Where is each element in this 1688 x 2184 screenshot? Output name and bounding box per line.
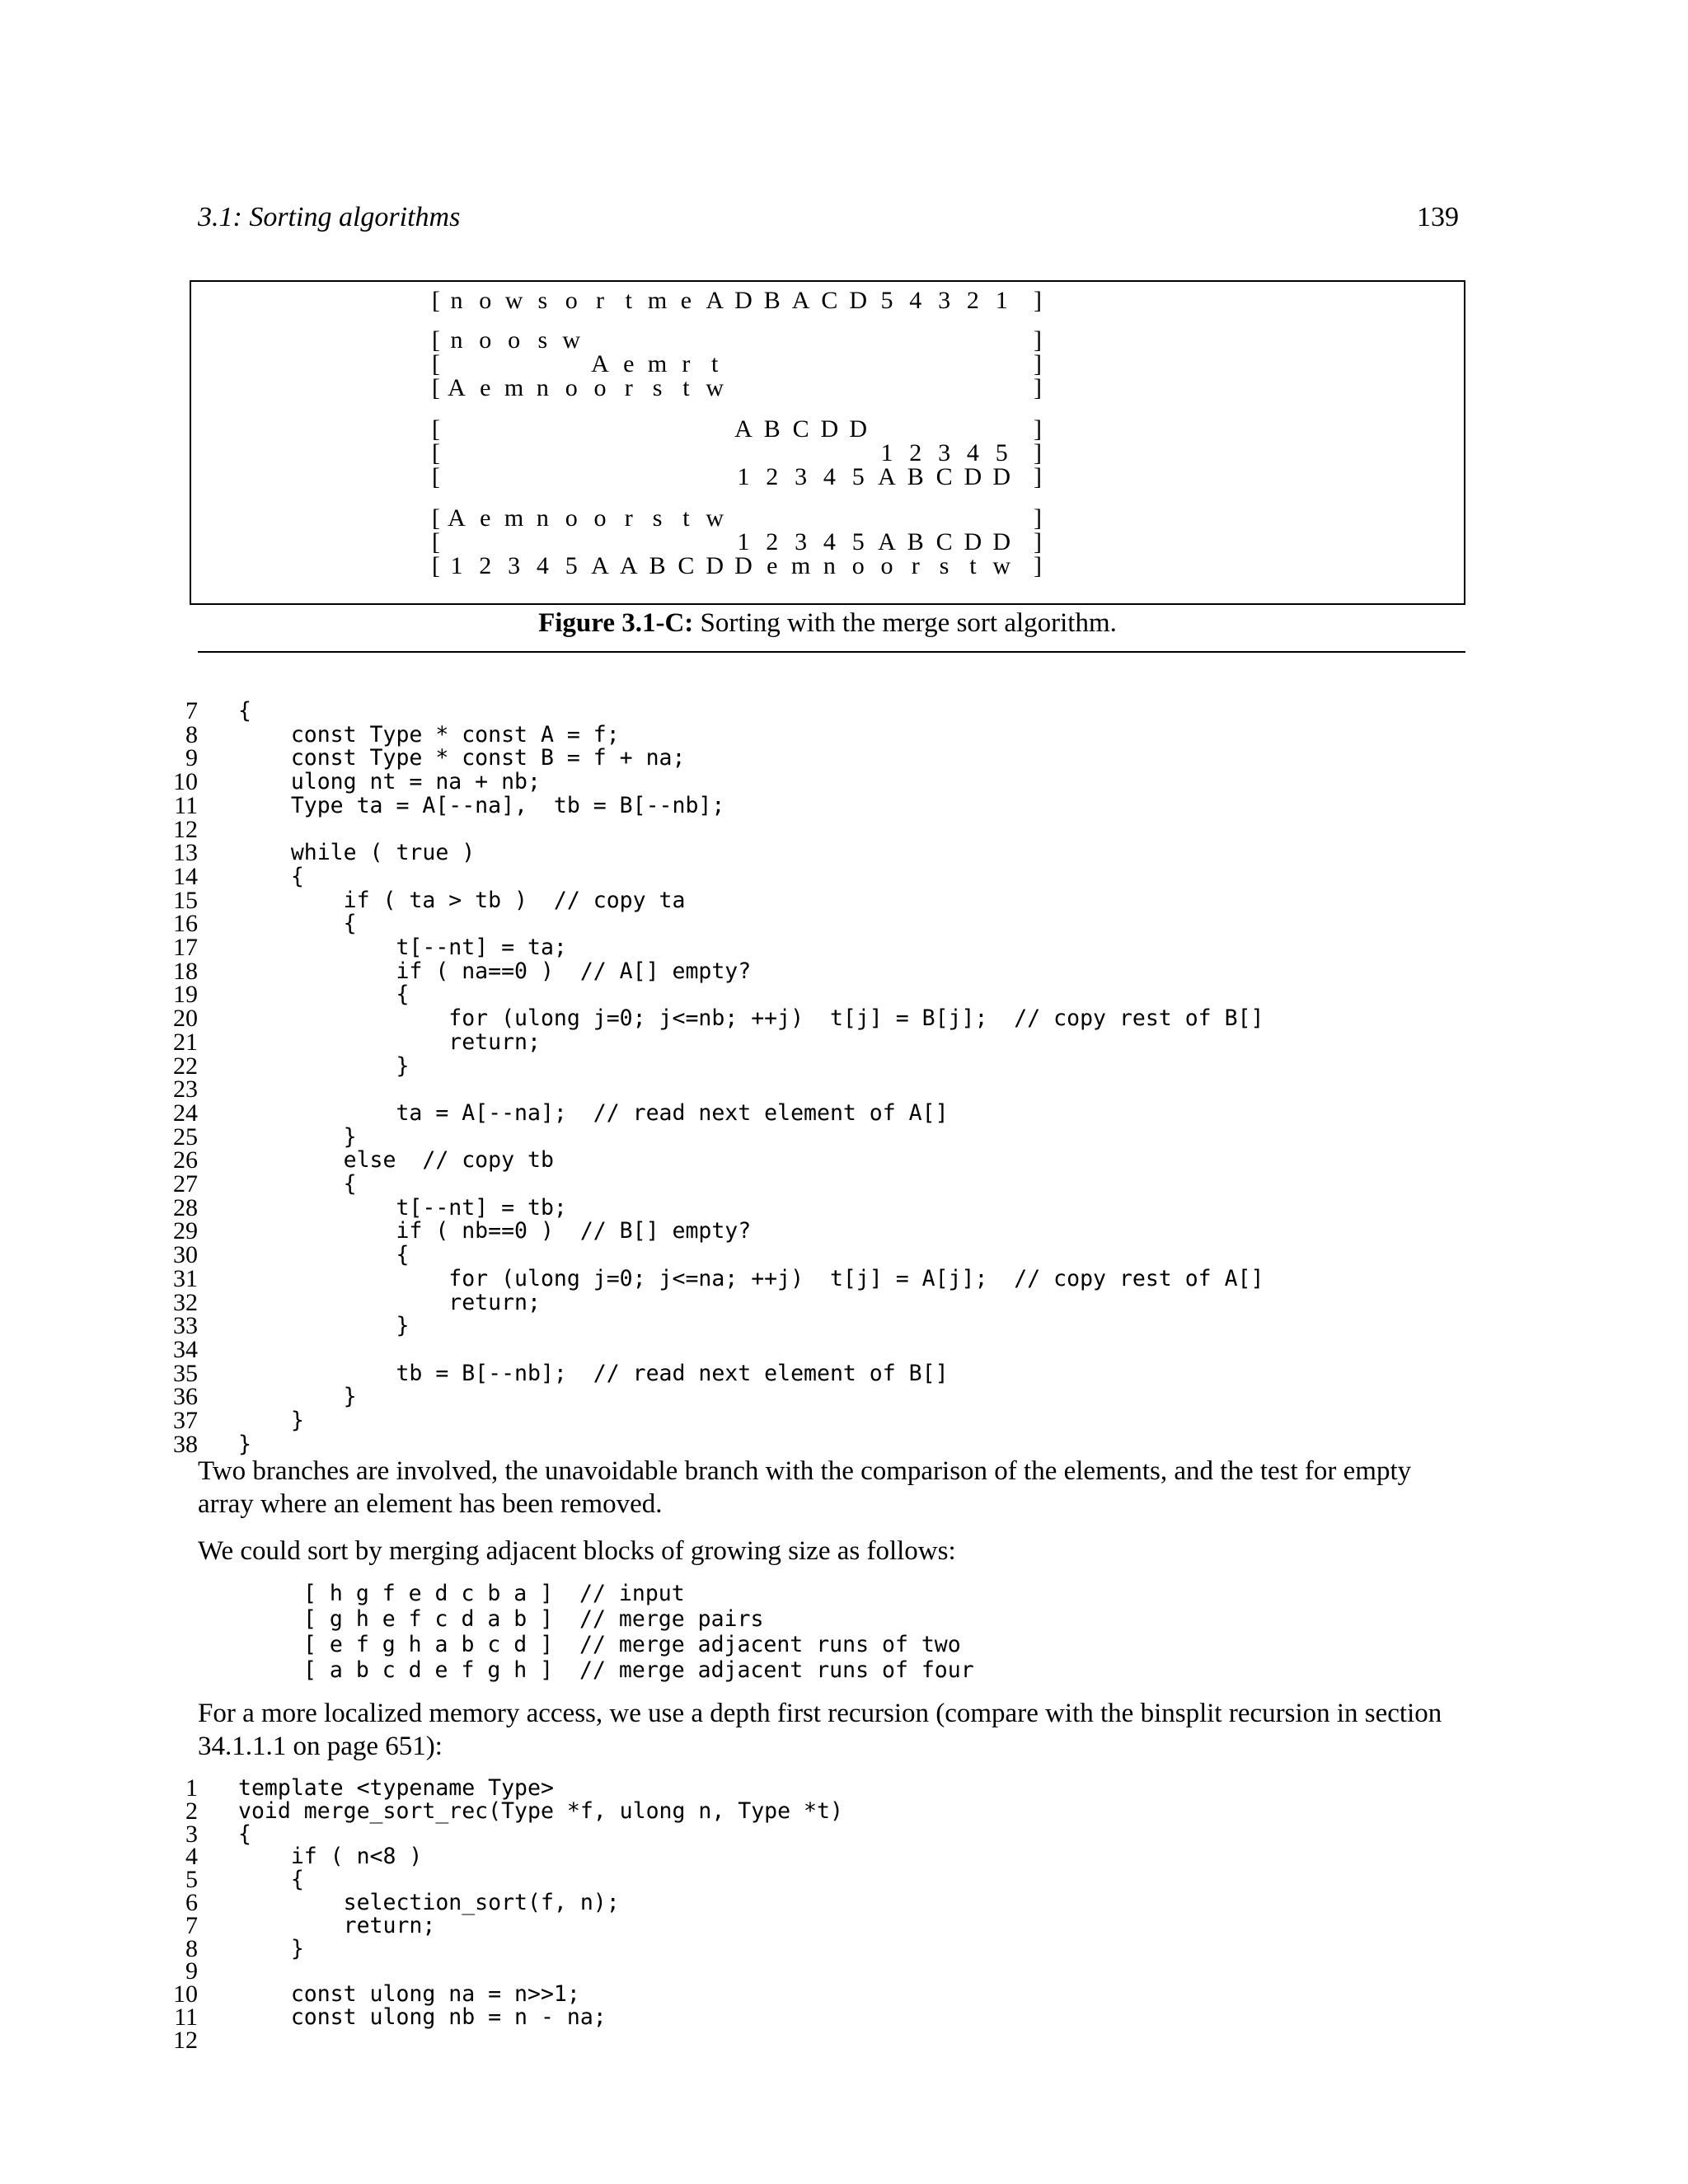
code-text: if ( ta > tb ) // copy ta (238, 887, 686, 913)
merge-element: w (706, 374, 724, 401)
bracket-right: ] (1034, 552, 1042, 579)
code-line (0, 791, 1688, 819)
code-line (0, 1891, 1688, 1915)
merge-element: A (791, 287, 810, 314)
line-number: 30 (173, 1241, 198, 1269)
code-text: { (238, 911, 357, 937)
code-text: ulong nt = na + nb; (238, 769, 541, 795)
line-number: 24 (173, 1099, 198, 1127)
merge-element: 3 (795, 463, 808, 490)
code-text: { (238, 982, 410, 1008)
code-text: while ( true ) (238, 840, 476, 866)
code-text: for (ulong j=0; j<=na; ++j) t[j] = A[j]; // copy rest of A[] (238, 1265, 1264, 1291)
merge-element: n (536, 504, 549, 532)
code-text: } (238, 1384, 357, 1410)
figure-divider-rule (198, 651, 1465, 653)
merge-element: D (734, 552, 753, 579)
code-line (0, 1077, 1688, 1102)
merge-element: t (969, 552, 977, 579)
merge-element: r (682, 350, 691, 377)
code-text: { (238, 863, 304, 889)
merge-element: o (880, 552, 893, 579)
code-text: tb = B[--nb]; // read next element of B[] (238, 1360, 949, 1386)
bracket-left: [ (432, 439, 440, 466)
code-line (0, 746, 1688, 771)
code-line (0, 1193, 1688, 1221)
code-line (0, 1288, 1688, 1316)
line-number: 8 (185, 1934, 198, 1962)
merge-element: 4 (536, 552, 549, 579)
line-number: 29 (173, 1217, 198, 1245)
merge-element: 1 (995, 287, 1008, 314)
merge-element: 5 (995, 439, 1008, 466)
code-text: } (238, 1052, 410, 1079)
running-header-title: 3.1: Sorting algorithms (198, 202, 461, 232)
merge-element: w (504, 287, 523, 314)
merge-element: D (820, 415, 839, 443)
merge-element: t (682, 504, 690, 532)
line-number: 38 (173, 1430, 198, 1458)
code-line (0, 1799, 1688, 1824)
merge-element: D (706, 552, 724, 579)
code-line (0, 1172, 1688, 1197)
line-number: 37 (173, 1407, 198, 1434)
merge-element: 3 (938, 287, 951, 314)
code-text: const Type * const A = f; (238, 721, 620, 748)
line-number: 23 (173, 1076, 198, 1104)
code-line (0, 888, 1688, 913)
merge-element: s (652, 374, 663, 401)
code-line (0, 1006, 1688, 1031)
code-text: if ( nb==0 ) // B[] empty? (238, 1218, 752, 1244)
merge-element: D (964, 528, 982, 555)
code-line (0, 1822, 1688, 1847)
merge-element: A (591, 552, 609, 579)
line-number: 7 (185, 697, 198, 724)
merge-element: e (480, 504, 491, 532)
line-number: 18 (173, 957, 198, 985)
example-line: [ h g f e d c b a ] // input (303, 1581, 685, 1606)
merge-element: A (619, 552, 638, 579)
merge-element: m (504, 504, 524, 532)
code-line (0, 1911, 1688, 1939)
line-number: 17 (173, 934, 198, 961)
merge-element: B (763, 415, 781, 443)
code-text: { (238, 1242, 410, 1268)
bracket-right: ] (1034, 374, 1042, 401)
code-text: if ( na==0 ) // A[] empty? (238, 958, 752, 984)
line-number: 2 (185, 1797, 198, 1825)
line-number: 33 (173, 1312, 198, 1340)
merge-element: r (624, 504, 633, 532)
merge-element: n (823, 552, 836, 579)
merge-element: D (992, 528, 1011, 555)
bracket-left: [ (432, 374, 440, 401)
line-number: 1 (185, 1774, 198, 1802)
line-number: 5 (185, 1866, 198, 1894)
merge-element: 5 (851, 528, 865, 555)
merge-element: r (911, 552, 920, 579)
merge-element: A (706, 287, 724, 314)
code-text: } (238, 1408, 304, 1433)
line-number: 9 (185, 1957, 198, 1985)
code-line (0, 935, 1688, 960)
line-number: 10 (173, 768, 198, 796)
paragraph-branches: Two branches are involved, the unavoidable branch with the comparison of the elements, and the test for empty array where an element has been removed. (198, 1456, 1412, 1519)
line-number: 19 (173, 981, 198, 1009)
merge-element: 4 (966, 439, 979, 466)
code-line (0, 959, 1688, 984)
bracket-left: [ (432, 528, 440, 555)
merge-element: o (479, 287, 492, 314)
merge-element: 3 (938, 439, 951, 466)
merge-element: n (450, 287, 463, 314)
code-text: const ulong na = n>>1; (238, 1981, 580, 2008)
line-number: 4 (185, 1843, 198, 1871)
line-number: 12 (173, 815, 198, 843)
bracket-right: ] (1034, 350, 1042, 377)
line-number: 21 (173, 1028, 198, 1056)
merge-element: o (565, 374, 578, 401)
merge-element: o (508, 326, 521, 354)
merge-element: D (964, 463, 982, 490)
merge-element: w (562, 326, 581, 354)
code-text: } (238, 1123, 357, 1150)
merge-element: o (851, 552, 865, 579)
merge-element: 2 (909, 439, 922, 466)
merge-element: 1 (880, 439, 893, 466)
example-line: [ a b c d e f g h ] // merge adjacent runs of four (303, 1657, 974, 1683)
code-line (0, 1868, 1688, 1892)
merge-element: C (678, 552, 695, 579)
code-text: if ( n<8 ) (238, 1844, 423, 1870)
merge-element: m (790, 552, 811, 579)
line-number: 11 (174, 791, 198, 819)
bracket-right: ] (1034, 326, 1042, 354)
merge-element: 1 (737, 528, 750, 555)
merge-element: 3 (795, 528, 808, 555)
merge-sort-trace (191, 282, 1464, 603)
merge-element: n (536, 374, 549, 401)
code-text: template <typename Type> (238, 1775, 554, 1801)
code-text: t[--nt] = ta; (238, 935, 567, 960)
code-line (0, 770, 1688, 794)
code-text: else // copy tb (238, 1147, 554, 1174)
code-text: void merge_sort_rec(Type *f, ulong n, Type *t) (238, 1797, 843, 1824)
code-line (0, 1361, 1688, 1386)
code-text: selection_sort(f, n); (238, 1890, 620, 1915)
merge-element: n (450, 326, 463, 354)
code-text: } (238, 1431, 251, 1457)
merge-element: C (821, 287, 838, 314)
code-line (0, 1335, 1688, 1363)
line-number: 13 (173, 839, 198, 867)
code-line (0, 1776, 1688, 1801)
code-line (0, 1030, 1688, 1055)
merge-element: C (792, 415, 809, 443)
line-number: 25 (173, 1122, 198, 1151)
merge-element: D (734, 287, 753, 314)
merge-element: 1 (450, 552, 463, 579)
merge-element: 1 (737, 463, 750, 490)
merge-element: e (480, 374, 491, 401)
merge-element: t (711, 350, 719, 377)
code-text: t[--nt] = tb; (238, 1194, 567, 1221)
line-number: 26 (173, 1146, 198, 1174)
merge-element: t (682, 374, 690, 401)
merge-element: D (849, 415, 868, 443)
paragraph-adjacent-blocks: We could sort by merging adjacent blocks of growing size as follows: (198, 1536, 956, 1566)
line-number: 3 (185, 1820, 198, 1848)
merge-element: s (537, 287, 548, 314)
bracket-right: ] (1034, 287, 1042, 314)
code-text: } (238, 1313, 410, 1339)
line-number: 15 (173, 886, 198, 914)
line-number: 11 (174, 2004, 198, 2031)
code-line (0, 1408, 1688, 1433)
code-line (0, 862, 1688, 890)
merge-element: e (680, 287, 692, 314)
line-number: 12 (173, 2026, 198, 2054)
line-number: 22 (173, 1052, 198, 1080)
merge-element: A (734, 415, 753, 443)
code-line (0, 1982, 1688, 2007)
code-line (0, 1054, 1688, 1079)
code-line (0, 1385, 1688, 1409)
code-text: const ulong nb = n - na; (238, 2004, 607, 2030)
merge-element: 4 (823, 528, 836, 555)
merge-element: B (649, 552, 666, 579)
code-text: { (238, 698, 251, 724)
merge-element: 2 (479, 552, 492, 579)
line-number: 16 (173, 910, 198, 938)
code-line (0, 1101, 1688, 1126)
merge-element: 4 (823, 463, 836, 490)
merge-element: o (593, 504, 607, 532)
merge-element: s (537, 326, 548, 354)
bracket-left: [ (432, 287, 440, 314)
merge-element: A (878, 463, 896, 490)
line-number: 10 (173, 1980, 198, 2008)
merge-element: 2 (766, 528, 779, 555)
merge-element: s (939, 552, 950, 579)
code-text: ta = A[--na]; // read next element of A[] (238, 1099, 949, 1126)
merge-element: w (992, 552, 1011, 579)
bracket-right: ] (1034, 415, 1042, 443)
figure-merge-sort-box (190, 280, 1465, 605)
example-line: [ e f g h a b c d ] // merge adjacent runs of two (303, 1632, 961, 1657)
bracket-left: [ (432, 463, 440, 490)
bracket-right: ] (1034, 439, 1042, 466)
figure-caption (190, 608, 1465, 639)
merge-element: 2 (966, 287, 979, 314)
code-line (0, 1959, 1688, 1984)
code-line (0, 1243, 1688, 1268)
merge-element: o (593, 374, 607, 401)
line-number: 6 (185, 1889, 198, 1916)
merge-element: A (448, 374, 466, 401)
merge-element: s (652, 504, 663, 532)
merge-element: m (647, 287, 668, 314)
code-line (0, 1432, 1688, 1457)
code-line (0, 815, 1688, 843)
line-number: 36 (173, 1383, 198, 1411)
figure-caption-label: Figure 3.1-C: (538, 608, 694, 638)
merge-element: A (591, 350, 609, 377)
bracket-left: [ (432, 326, 440, 354)
code-line (0, 1934, 1688, 1962)
code-line (0, 982, 1688, 1007)
bracket-right: ] (1034, 504, 1042, 532)
example-line: [ g h e f c d a b ] // merge pairs (303, 1606, 764, 1632)
line-number: 34 (173, 1335, 198, 1363)
code-text: { (238, 1821, 251, 1847)
code-text: Type ta = A[--na], tb = B[--nb]; (238, 792, 725, 818)
merge-element: w (706, 504, 724, 532)
code-line (0, 841, 1688, 865)
code-text: return; (238, 1912, 436, 1938)
merge-element: 5 (880, 287, 893, 314)
line-number: 28 (173, 1193, 198, 1221)
line-number: 7 (185, 1911, 198, 1939)
bracket-right: ] (1034, 528, 1042, 555)
code-line (0, 1844, 1688, 1869)
merge-element: D (992, 463, 1011, 490)
merge-element: r (596, 287, 604, 314)
code-line (0, 1148, 1688, 1173)
bracket-left: [ (432, 552, 440, 579)
merge-element: C (935, 528, 953, 555)
code-line (0, 1314, 1688, 1338)
code-line (0, 720, 1688, 748)
code-text: for (ulong j=0; j<=nb; ++j) t[j] = B[j]; // copy rest of B[] (238, 1005, 1264, 1032)
code-line (0, 1122, 1688, 1151)
merge-element: 5 (565, 552, 578, 579)
code-line (0, 699, 1688, 724)
merge-element: e (623, 350, 635, 377)
merge-element: 3 (508, 552, 521, 579)
merge-element: t (625, 287, 632, 314)
merge-element: B (907, 463, 924, 490)
code-text: const Type * const B = f + na; (238, 745, 686, 771)
bracket-left: [ (432, 504, 440, 532)
code-text: return; (238, 1289, 541, 1315)
bracket-left: [ (432, 415, 440, 443)
merge-element: C (935, 463, 953, 490)
line-number: 9 (185, 744, 198, 772)
line-number: 27 (173, 1170, 198, 1197)
code-text: } (238, 1935, 304, 1961)
line-number: 32 (173, 1288, 198, 1316)
code-text: return; (238, 1029, 541, 1055)
merge-element: e (767, 552, 778, 579)
merge-element: 4 (909, 287, 922, 314)
merge-element: o (479, 326, 492, 354)
merge-element: 2 (766, 463, 779, 490)
figure-caption-text: Sorting with the merge sort algorithm. (700, 608, 1117, 638)
merge-element: B (907, 528, 924, 555)
merge-element: o (565, 287, 578, 314)
code-line (0, 2005, 1688, 2030)
code-line (0, 1219, 1688, 1244)
code-line (0, 2028, 1688, 2053)
merge-element: o (565, 504, 578, 532)
merge-element: A (878, 528, 896, 555)
merge-element: r (624, 374, 633, 401)
line-number: 31 (173, 1264, 198, 1292)
merge-element: B (763, 287, 781, 314)
page-number: 139 (1417, 202, 1459, 232)
bracket-right: ] (1034, 463, 1042, 490)
code-text: { (238, 1867, 304, 1893)
code-line (0, 912, 1688, 936)
merge-element: 5 (851, 463, 865, 490)
merge-element: D (849, 287, 868, 314)
code-line (0, 1264, 1688, 1292)
merge-element: m (647, 350, 668, 377)
merge-element: A (448, 504, 466, 532)
code-text: { (238, 1171, 357, 1197)
paragraph-depth-first: For a more localized memory access, we use a depth first recursion (compare with the binsplit recursion in section 34.1.1.1 on page 651): (198, 1699, 1442, 1761)
merge-element: m (504, 374, 524, 401)
line-number: 35 (173, 1359, 198, 1387)
line-number: 14 (173, 862, 198, 890)
line-number: 20 (173, 1005, 198, 1033)
bracket-left: [ (432, 350, 440, 377)
line-number: 8 (185, 720, 198, 748)
